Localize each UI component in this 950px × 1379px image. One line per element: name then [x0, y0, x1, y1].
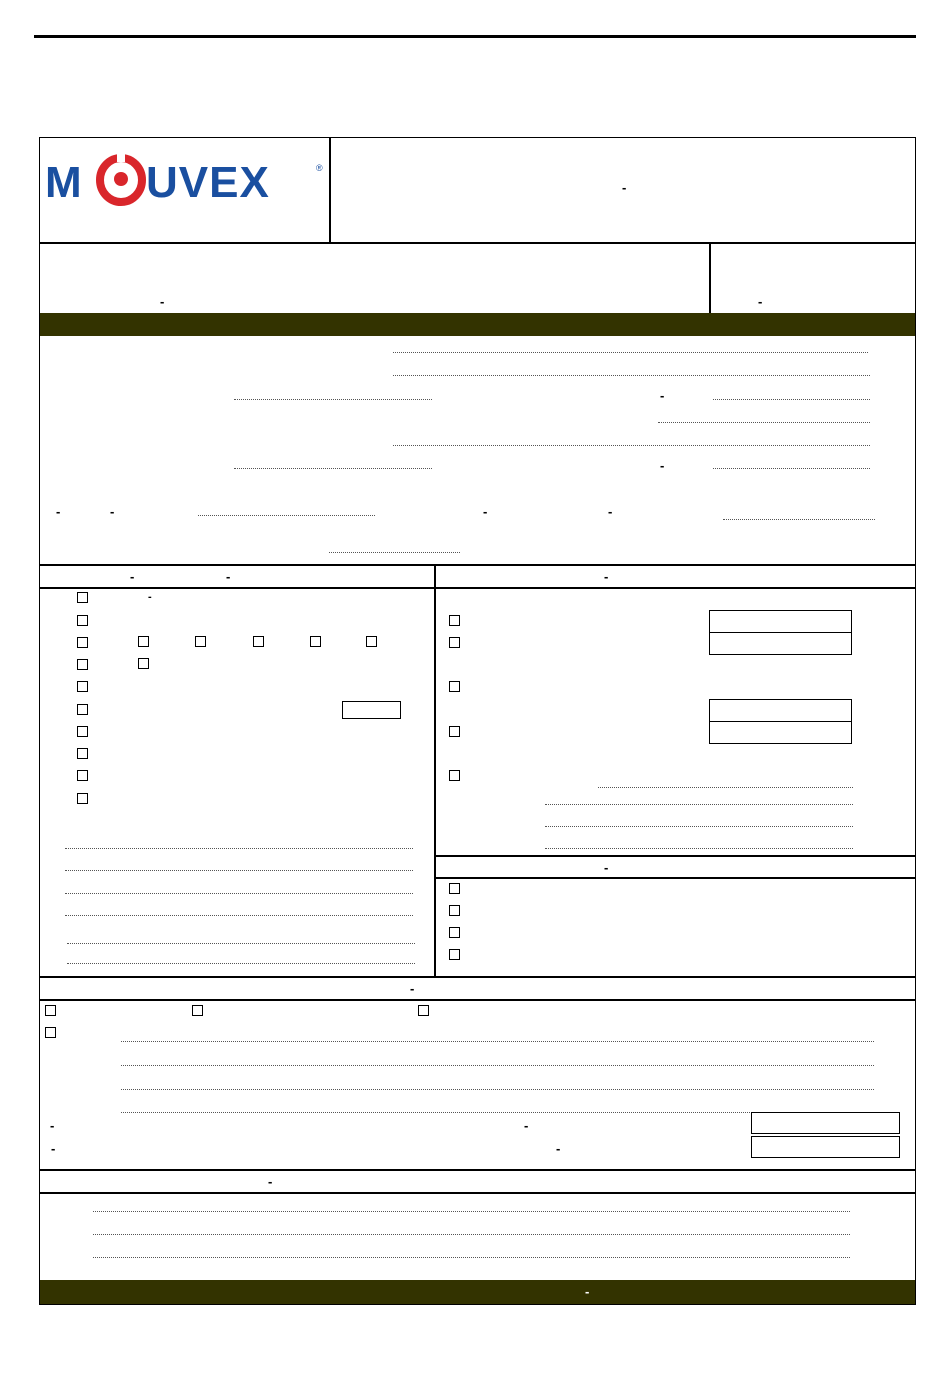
right-notes-line[interactable] — [545, 826, 853, 827]
header-title-dash: - — [622, 180, 627, 195]
logo-o-icon — [100, 153, 142, 202]
bottom-title-dash: - — [410, 981, 415, 996]
right-lower-title-dash: - — [604, 860, 609, 875]
left-checkbox-4[interactable] — [77, 659, 88, 670]
right-input-1b[interactable] — [709, 632, 852, 655]
left-notes-line[interactable] — [65, 870, 413, 871]
right-notes-line[interactable] — [545, 848, 853, 849]
remarks-line[interactable] — [93, 1211, 850, 1212]
column-divider — [434, 564, 436, 977]
right-lower-checkbox-4[interactable] — [449, 949, 460, 960]
info-field[interactable] — [234, 468, 432, 469]
left-notes-line[interactable] — [65, 893, 413, 894]
section-rule — [434, 855, 916, 857]
info-field[interactable] — [713, 468, 870, 469]
left-small-input[interactable] — [342, 701, 401, 719]
left-checkbox-4a[interactable] — [138, 658, 149, 669]
left-checkbox-8[interactable] — [77, 748, 88, 759]
subheader-left-dash: - — [160, 294, 165, 309]
bottom-dash: - — [50, 1118, 55, 1133]
bottom-notes-line[interactable] — [121, 1041, 874, 1042]
subheader-right-dash: - — [758, 294, 763, 309]
footer-dash: - — [585, 1284, 590, 1299]
left-checkbox-7[interactable] — [77, 726, 88, 737]
info-dash: - — [483, 504, 488, 519]
left-checkbox-3c[interactable] — [253, 636, 264, 647]
bottom-checkbox-4[interactable] — [45, 1027, 56, 1038]
section-rule — [39, 1169, 916, 1171]
right-notes-line[interactable] — [598, 787, 853, 788]
left-notes-line[interactable] — [67, 943, 415, 944]
info-field[interactable] — [713, 399, 870, 400]
info-field[interactable] — [723, 519, 875, 520]
section-rule — [39, 587, 916, 589]
bottom-notes-line[interactable] — [121, 1089, 874, 1090]
info-dash: - — [110, 504, 115, 519]
right-checkbox-1[interactable] — [449, 615, 460, 626]
right-checkbox-4[interactable] — [449, 726, 460, 737]
info-field[interactable] — [329, 552, 460, 553]
right-input-2a[interactable] — [709, 699, 852, 722]
left-checkbox-3e[interactable] — [366, 636, 377, 647]
footer-band — [40, 1280, 915, 1304]
right-checkbox-2[interactable] — [449, 637, 460, 648]
svg-text:UVEX: UVEX — [146, 158, 270, 207]
right-notes-line[interactable] — [545, 804, 853, 805]
right-lower-checkbox-1[interactable] — [449, 883, 460, 894]
info-field[interactable] — [393, 445, 870, 446]
right-lower-checkbox-2[interactable] — [449, 905, 460, 916]
left-item1-dash: - — [148, 591, 152, 603]
subheader-divider — [709, 243, 711, 313]
section-rule — [39, 976, 916, 978]
bottom-checkbox-2[interactable] — [192, 1005, 203, 1016]
info-dash: - — [660, 458, 665, 473]
left-checkbox-9[interactable] — [77, 770, 88, 781]
left-notes-line[interactable] — [65, 848, 413, 849]
section-rule — [434, 877, 916, 879]
left-checkbox-10[interactable] — [77, 793, 88, 804]
info-field[interactable] — [198, 515, 375, 516]
section-rule — [39, 564, 916, 566]
info-field[interactable] — [393, 375, 870, 376]
bottom-checkbox-1[interactable] — [45, 1005, 56, 1016]
section-band-top — [40, 313, 915, 336]
left-checkbox-3d[interactable] — [310, 636, 321, 647]
remarks-line[interactable] — [93, 1257, 850, 1258]
left-notes-line[interactable] — [67, 963, 415, 964]
info-dash: - — [608, 504, 613, 519]
header-divider — [329, 137, 331, 243]
section-rule — [39, 999, 916, 1001]
right-lower-checkbox-3[interactable] — [449, 927, 460, 938]
left-checkbox-5[interactable] — [77, 681, 88, 692]
header-bottom-rule — [39, 242, 916, 244]
remarks-title-dash: - — [268, 1174, 273, 1189]
bottom-dash: - — [556, 1141, 561, 1156]
right-input-2b[interactable] — [709, 721, 852, 744]
left-title-dash: - — [130, 569, 135, 584]
left-checkbox-1[interactable] — [77, 592, 88, 603]
remarks-line[interactable] — [93, 1234, 850, 1235]
left-checkbox-2[interactable] — [77, 615, 88, 626]
bottom-input-2[interactable] — [751, 1136, 900, 1158]
section-rule — [39, 1192, 916, 1194]
right-checkbox-5[interactable] — [449, 770, 460, 781]
left-title-dash: - — [226, 569, 231, 584]
left-checkbox-6[interactable] — [77, 704, 88, 715]
left-notes-line[interactable] — [65, 915, 413, 916]
info-field[interactable] — [234, 399, 432, 400]
info-dash: - — [660, 388, 665, 403]
bottom-dash: - — [51, 1141, 56, 1156]
logo-text: M — [45, 158, 81, 207]
bottom-input-1[interactable] — [751, 1112, 900, 1134]
info-dash: - — [56, 504, 61, 519]
mouvex-logo — [45, 153, 325, 209]
logo-registered: ® — [316, 163, 323, 173]
info-field[interactable] — [393, 352, 868, 353]
left-checkbox-3a[interactable] — [138, 636, 149, 647]
bottom-notes-line[interactable] — [121, 1065, 874, 1066]
bottom-dash: - — [524, 1118, 529, 1133]
right-title-dash: - — [604, 569, 609, 584]
top-rule — [34, 35, 916, 38]
bottom-checkbox-3[interactable] — [418, 1005, 429, 1016]
right-checkbox-3[interactable] — [449, 681, 460, 692]
left-checkbox-3b[interactable] — [195, 636, 206, 647]
right-input-1a[interactable] — [709, 610, 852, 633]
left-checkbox-3[interactable] — [77, 637, 88, 648]
info-field[interactable] — [658, 422, 870, 423]
